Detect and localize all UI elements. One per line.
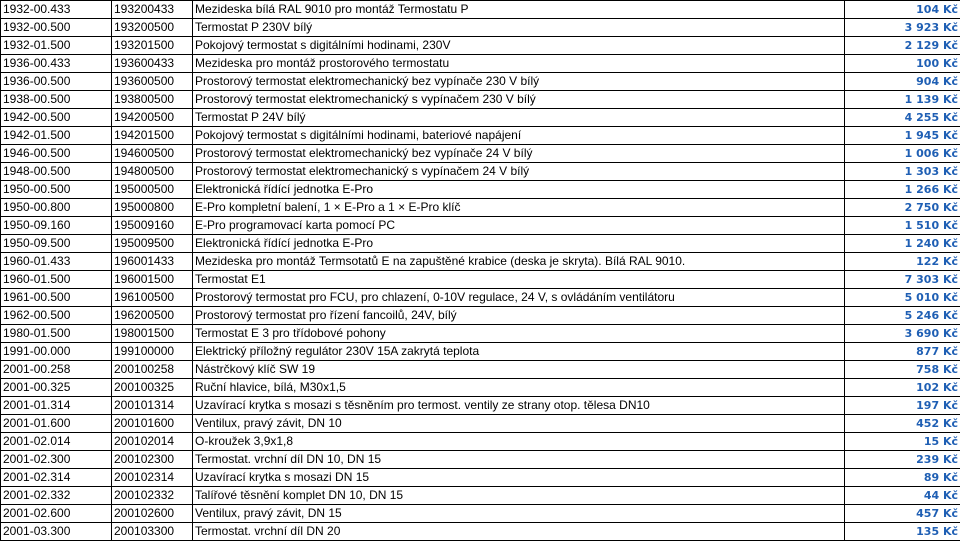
product-code-cell: 2001-00.325 (1, 379, 112, 397)
product-code-cell: 1946-00.500 (1, 145, 112, 163)
price-cell: 197 Kč (845, 397, 960, 415)
price-cell: 1 266 Kč (845, 181, 960, 199)
description-cell: Prostorový termostat pro řízení fancoilů, 24V, bílý (193, 307, 845, 325)
catalog-number-cell: 196200500 (112, 307, 193, 325)
table-row (1, 109, 960, 127)
product-code-cell: 1960-01.433 (1, 253, 112, 271)
product-code-cell: 2001-02.332 (1, 487, 112, 505)
table-row (1, 343, 960, 361)
product-code-cell: 2001-02.014 (1, 433, 112, 451)
table-row (1, 433, 960, 451)
catalog-number-cell: 199100000 (112, 343, 193, 361)
table-row (1, 307, 960, 325)
table-row (1, 199, 960, 217)
description-cell: Prostorový termostat elektromechanický s vypínačem 24 V bílý (193, 163, 845, 181)
product-code-cell: 2001-00.258 (1, 361, 112, 379)
catalog-number-cell: 194800500 (112, 163, 193, 181)
price-cell: 1 303 Kč (845, 163, 960, 181)
description-cell: Nástrčkový klíč SW 19 (193, 361, 845, 379)
price-list-body (1, 1, 960, 541)
catalog-number-cell: 200102314 (112, 469, 193, 487)
product-code-cell: 1962-00.500 (1, 307, 112, 325)
description-cell: Mezideska bílá RAL 9010 pro montáž Termostatu P (193, 1, 845, 19)
catalog-number-cell: 200101600 (112, 415, 193, 433)
product-code-cell: 2001-02.300 (1, 451, 112, 469)
table-row (1, 73, 960, 91)
description-cell: Ruční hlavice, bílá, M30x1,5 (193, 379, 845, 397)
description-cell: Elektronická řídící jednotka E-Pro (193, 235, 845, 253)
description-cell: Termostat. vrchní díl DN 20 (193, 523, 845, 541)
price-cell: 89 Kč (845, 469, 960, 487)
price-cell: 135 Kč (845, 523, 960, 541)
description-cell: Pokojový termostat s digitálními hodinami, bateriové napájení (193, 127, 845, 145)
table-row (1, 127, 960, 145)
catalog-number-cell: 193201500 (112, 37, 193, 55)
description-cell: Termostat E1 (193, 271, 845, 289)
description-cell: Talířové těsnění komplet DN 10, DN 15 (193, 487, 845, 505)
price-cell: 457 Kč (845, 505, 960, 523)
product-code-cell: 1938-00.500 (1, 91, 112, 109)
table-row (1, 505, 960, 523)
catalog-number-cell: 200102014 (112, 433, 193, 451)
catalog-number-cell: 196100500 (112, 289, 193, 307)
catalog-number-cell: 200102300 (112, 451, 193, 469)
description-cell: Termostat P 24V bílý (193, 109, 845, 127)
price-cell: 1 006 Kč (845, 145, 960, 163)
description-cell: Uzavírací krytka s mosazi DN 15 (193, 469, 845, 487)
price-cell: 5 010 Kč (845, 289, 960, 307)
table-row (1, 37, 960, 55)
product-code-cell: 1950-00.800 (1, 199, 112, 217)
product-code-cell: 1942-01.500 (1, 127, 112, 145)
price-cell: 1 510 Kč (845, 217, 960, 235)
price-cell: 100 Kč (845, 55, 960, 73)
price-cell: 452 Kč (845, 415, 960, 433)
catalog-number-cell: 194600500 (112, 145, 193, 163)
table-row (1, 487, 960, 505)
table-row (1, 469, 960, 487)
table-row (1, 163, 960, 181)
product-code-cell: 1942-00.500 (1, 109, 112, 127)
price-cell: 104 Kč (845, 1, 960, 19)
description-cell: Mezideska pro montáž Termsotatů E na zapuštěné krabice (deska je skryta). Bílá RAL 9010. (193, 253, 845, 271)
description-cell: Termostat. vrchní díl DN 10, DN 15 (193, 451, 845, 469)
table-row (1, 325, 960, 343)
description-cell: Elektrický příložný regulátor 230V 15A zakrytá teplota (193, 343, 845, 361)
catalog-number-cell: 193200500 (112, 19, 193, 37)
table-row (1, 217, 960, 235)
description-cell: Prostorový termostat elektromechanický bez vypínače 24 V bílý (193, 145, 845, 163)
description-cell: O-kroužek 3,9x1,8 (193, 433, 845, 451)
product-code-cell: 1936-00.500 (1, 73, 112, 91)
description-cell: Ventilux, pravý závit, DN 15 (193, 505, 845, 523)
price-cell: 877 Kč (845, 343, 960, 361)
table-row (1, 271, 960, 289)
product-code-cell: 1950-09.500 (1, 235, 112, 253)
price-cell: 4 255 Kč (845, 109, 960, 127)
table-row (1, 19, 960, 37)
price-cell: 1 139 Kč (845, 91, 960, 109)
table-row (1, 361, 960, 379)
description-cell: Ventilux, pravý závit, DN 10 (193, 415, 845, 433)
catalog-number-cell: 200101314 (112, 397, 193, 415)
catalog-number-cell: 195000500 (112, 181, 193, 199)
table-row (1, 145, 960, 163)
product-code-cell: 1936-00.433 (1, 55, 112, 73)
product-code-cell: 1980-01.500 (1, 325, 112, 343)
catalog-number-cell: 195009500 (112, 235, 193, 253)
catalog-number-cell: 198001500 (112, 325, 193, 343)
product-code-cell: 2001-02.314 (1, 469, 112, 487)
product-code-cell: 1932-01.500 (1, 37, 112, 55)
price-cell: 44 Kč (845, 487, 960, 505)
description-cell: Termostat E 3 pro třídobové pohony (193, 325, 845, 343)
table-row (1, 253, 960, 271)
table-row (1, 397, 960, 415)
table-row (1, 289, 960, 307)
table-row (1, 415, 960, 433)
table-row (1, 55, 960, 73)
description-cell: Elektronická řídící jednotka E-Pro (193, 181, 845, 199)
catalog-number-cell: 193600500 (112, 73, 193, 91)
description-cell: Uzavírací krytka s mosazi s těsněním pro termost. ventily ze strany otop. tělesa DN10 (193, 397, 845, 415)
product-code-cell: 1950-00.500 (1, 181, 112, 199)
catalog-number-cell: 196001433 (112, 253, 193, 271)
catalog-number-cell: 193200433 (112, 1, 193, 19)
catalog-number-cell: 200103300 (112, 523, 193, 541)
price-cell: 2 129 Kč (845, 37, 960, 55)
catalog-number-cell: 195009160 (112, 217, 193, 235)
product-code-cell: 2001-01.600 (1, 415, 112, 433)
product-code-cell: 1961-00.500 (1, 289, 112, 307)
description-cell: E-Pro programovací karta pomocí PC (193, 217, 845, 235)
price-cell: 2 750 Kč (845, 199, 960, 217)
price-cell: 102 Kč (845, 379, 960, 397)
description-cell: E-Pro kompletní balení, 1 × E-Pro a 1 × E-Pro klíč (193, 199, 845, 217)
product-code-cell: 2001-02.600 (1, 505, 112, 523)
product-code-cell: 1932-00.433 (1, 1, 112, 19)
table-row (1, 379, 960, 397)
catalog-number-cell: 194201500 (112, 127, 193, 145)
catalog-number-cell: 200102600 (112, 505, 193, 523)
product-code-cell: 1960-01.500 (1, 271, 112, 289)
price-cell: 7 303 Kč (845, 271, 960, 289)
table-row (1, 181, 960, 199)
catalog-number-cell: 195000800 (112, 199, 193, 217)
product-code-cell: 1950-09.160 (1, 217, 112, 235)
description-cell: Prostorový termostat elektromechanický bez vypínače 230 V bílý (193, 73, 845, 91)
catalog-number-cell: 193800500 (112, 91, 193, 109)
price-cell: 1 240 Kč (845, 235, 960, 253)
price-cell: 1 945 Kč (845, 127, 960, 145)
table-row (1, 451, 960, 469)
description-cell: Prostorový termostat pro FCU, pro chlazení, 0-10V regulace, 24 V, s ovládáním ventilátoru (193, 289, 845, 307)
description-cell: Mezideska pro montáž prostorového termostatu (193, 55, 845, 73)
catalog-number-cell: 200100258 (112, 361, 193, 379)
table-row (1, 235, 960, 253)
price-cell: 15 Kč (845, 433, 960, 451)
product-code-cell: 2001-03.300 (1, 523, 112, 541)
description-cell: Termostat P 230V bílý (193, 19, 845, 37)
description-cell: Pokojový termostat s digitálními hodinami, 230V (193, 37, 845, 55)
table-row (1, 523, 960, 541)
description-cell: Prostorový termostat elektromechanický s vypínačem 230 V bílý (193, 91, 845, 109)
product-code-cell: 1948-00.500 (1, 163, 112, 181)
price-cell: 239 Kč (845, 451, 960, 469)
catalog-number-cell: 196001500 (112, 271, 193, 289)
price-cell: 904 Kč (845, 73, 960, 91)
product-code-cell: 1991-00.000 (1, 343, 112, 361)
table-row (1, 91, 960, 109)
catalog-number-cell: 200102332 (112, 487, 193, 505)
product-code-cell: 2001-01.314 (1, 397, 112, 415)
catalog-number-cell: 200100325 (112, 379, 193, 397)
catalog-number-cell: 194200500 (112, 109, 193, 127)
price-cell: 5 246 Kč (845, 307, 960, 325)
catalog-number-cell: 193600433 (112, 55, 193, 73)
product-code-cell: 1932-00.500 (1, 19, 112, 37)
price-cell: 3 690 Kč (845, 325, 960, 343)
price-cell: 122 Kč (845, 253, 960, 271)
table-row (1, 1, 960, 19)
price-cell: 3 923 Kč (845, 19, 960, 37)
price-cell: 758 Kč (845, 361, 960, 379)
